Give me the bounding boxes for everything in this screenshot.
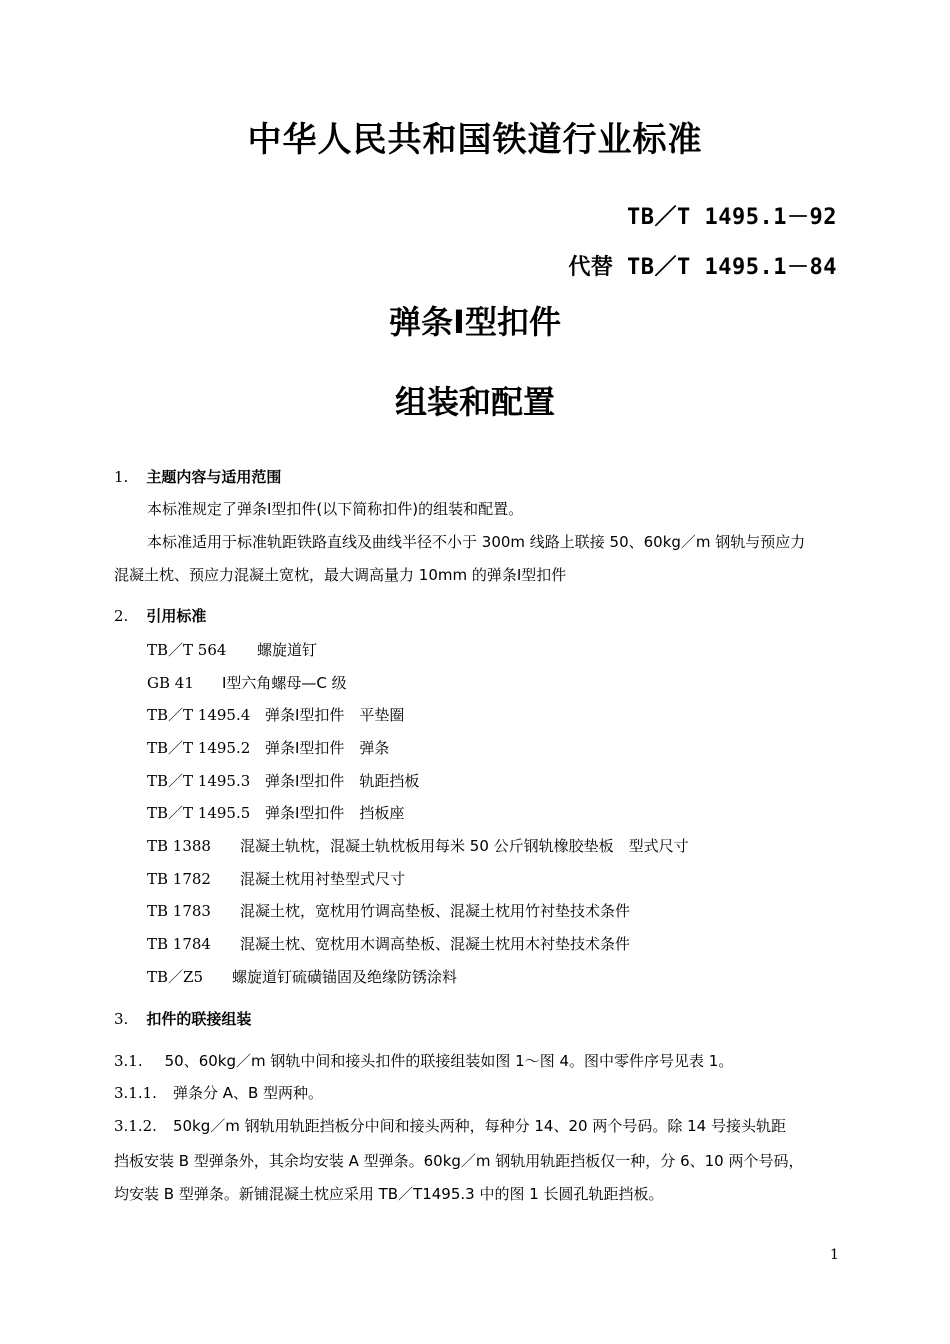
reference-code: TB／T 1495.5 bbox=[147, 804, 251, 822]
paragraph-line: 挡板安装 B 型弹条外，其余均安装 A 型弹条。60kg／m 钢轨用轨距挡板仅一种，分 6、10 两个号码， bbox=[114, 1152, 804, 1170]
reference-item bbox=[147, 901, 630, 921]
clause-3-1 bbox=[114, 1051, 733, 1071]
replaced-standard-number: 代替 TB／T 1495.1－84 bbox=[568, 255, 837, 280]
document-subtitle: 组装和配置 bbox=[394, 383, 555, 421]
section-3-heading bbox=[114, 1009, 251, 1029]
reference-code: GB 41 bbox=[147, 674, 194, 692]
reference-code: TB 1388 bbox=[147, 837, 211, 855]
reference-item bbox=[147, 771, 419, 791]
reference-item bbox=[147, 803, 404, 823]
paragraph-line: 本标准适用于标准轨距铁路直线及曲线半径不小于 300m 线路上联接 50、60kg／m 钢轨与预应力 bbox=[147, 533, 806, 551]
clause-text: 50kg／m 钢轨用轨距挡板分中间和接头两种，每种分 14、20 两个号码。除 14 号接头轨距 bbox=[172, 1117, 786, 1135]
reference-item bbox=[147, 738, 389, 758]
section-2-heading bbox=[114, 606, 206, 626]
clause-text: 50、60kg／m 钢轨中间和接头扣件的联接组装如图 1～图 4。图中零件序号见表 1。 bbox=[164, 1052, 734, 1070]
section-number: 1. bbox=[114, 468, 129, 486]
standard-category-title: 中华人民共和国铁道行业标准 bbox=[247, 120, 703, 160]
reference-title: 螺旋道钉硫磺锚固及绝缘防锈涂料 bbox=[232, 968, 458, 986]
paragraph: 本标准规定了弹条Ⅰ型扣件(以下简称扣件)的组装和配置。 bbox=[147, 500, 524, 518]
reference-title: 混凝土枕，宽枕用竹调高垫板、混凝土枕用竹衬垫技术条件 bbox=[240, 902, 631, 920]
paragraph-line: 均安装 B 型弹条。新铺混凝土枕应采用 TB／T1495.3 中的图 1 长圆孔轨距挡板。 bbox=[114, 1185, 664, 1203]
reference-code: TB／T 1495.4 bbox=[147, 706, 251, 724]
reference-title: Ⅰ型六角螺母—C 级 bbox=[222, 674, 347, 692]
reference-title: 弹条Ⅰ型扣件 轨距挡板 bbox=[265, 772, 420, 790]
reference-code: TB 1784 bbox=[147, 935, 211, 953]
reference-title: 螺旋道钉 bbox=[257, 641, 318, 659]
section-title: 引用标准 bbox=[146, 607, 207, 625]
reference-title: 混凝土轨枕，混凝土轨枕板用每米 50 公斤钢轨橡胶垫板 型式尺寸 bbox=[240, 837, 689, 855]
reference-code: TB／T 1495.2 bbox=[147, 739, 251, 757]
reference-item bbox=[147, 673, 347, 693]
reference-title: 弹条Ⅰ型扣件 平垫圈 bbox=[265, 706, 405, 724]
section-number: 2. bbox=[114, 607, 129, 625]
reference-item bbox=[147, 869, 405, 889]
clause-3-1-1 bbox=[114, 1083, 323, 1103]
reference-code: TB／T 564 bbox=[147, 641, 227, 659]
clause-3-1-2 bbox=[114, 1116, 786, 1136]
reference-title: 混凝土枕、宽枕用木调高垫板、混凝土枕用木衬垫技术条件 bbox=[240, 935, 631, 953]
paragraph-line: 混凝土枕、预应力混凝土宽枕，最大调高量力 10mm 的弹条Ⅰ型扣件 bbox=[114, 566, 567, 584]
reference-code: TB 1782 bbox=[147, 870, 211, 888]
clause-number: 3.1. bbox=[114, 1052, 143, 1070]
clause-number: 3.1.2. bbox=[114, 1117, 157, 1135]
section-title: 主题内容与适用范围 bbox=[146, 468, 282, 486]
reference-item bbox=[147, 934, 630, 954]
clause-number: 3.1.1. bbox=[114, 1084, 157, 1102]
document-title: 弹条Ⅰ型扣件 bbox=[389, 303, 561, 341]
reference-item bbox=[147, 640, 317, 660]
standard-number: TB／T 1495.1－92 bbox=[627, 205, 837, 230]
reference-title: 混凝土枕用衬垫型式尺寸 bbox=[240, 870, 406, 888]
reference-item bbox=[147, 967, 457, 987]
reference-title: 弹条Ⅰ型扣件 弹条 bbox=[265, 739, 390, 757]
reference-code: TB／Z5 bbox=[147, 968, 203, 986]
reference-title: 弹条Ⅰ型扣件 挡板座 bbox=[265, 804, 405, 822]
reference-code: TB／T 1495.3 bbox=[147, 772, 251, 790]
reference-item bbox=[147, 836, 689, 856]
reference-item bbox=[147, 705, 404, 725]
clause-text: 弹条分 A、B 型两种。 bbox=[172, 1084, 324, 1102]
section-title: 扣件的联接组装 bbox=[146, 1010, 252, 1028]
section-number: 3. bbox=[114, 1010, 129, 1028]
reference-code: TB 1783 bbox=[147, 902, 211, 920]
section-1-heading bbox=[114, 467, 281, 487]
page-number: 1 bbox=[830, 1247, 839, 1263]
